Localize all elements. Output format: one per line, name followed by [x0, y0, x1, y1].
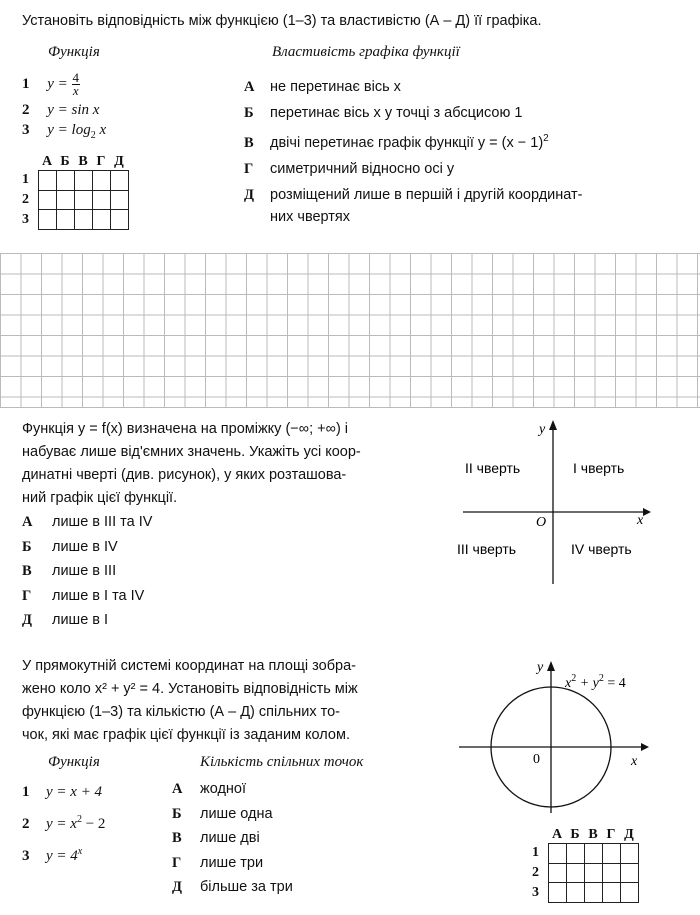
- fraction: $\frac{4}{x}$: [72, 70, 80, 98]
- x-axis-label: x: [637, 513, 644, 528]
- task1-function-3: 3 $y = \log_2 x$: [22, 122, 107, 141]
- task3-question: У прямокутній системі координат на площі зобра- жено коло x² + y² = 4. Установіть відповідність між функцією (1–3) та кількістю (А – Д) спільних то- чок, які має графік цієї функції із заданим колом.: [22, 658, 358, 743]
- answer-grid-header: А Б В Г Д: [41, 154, 124, 169]
- answer-cells[interactable]: [548, 843, 639, 903]
- task3-function-1: 1 y = x + 4: [22, 784, 103, 800]
- answer-grid-rows: 1 2 3: [532, 845, 539, 900]
- property-b: Б перетинає вісь x у точці з абсцисою 1: [244, 105, 523, 121]
- task1-properties: [244, 74, 583, 228]
- property-v: В двічі перетинає графік функції $y = (x - 1)^2$: [244, 133, 549, 151]
- quadrant-2-label: II чверть: [465, 460, 521, 476]
- answer-grid-rows: 1 2 3: [22, 172, 29, 227]
- answer-cells[interactable]: [38, 170, 129, 230]
- option-d[interactable]: Д лише в I: [22, 612, 109, 629]
- task3-function-2: 2 $y = x^2 - 2$: [22, 814, 106, 832]
- task1-property-header: Властивість графіка функції: [272, 44, 460, 60]
- y-axis-label: y: [537, 660, 544, 675]
- property-a: А не перетинає вісь x: [244, 79, 401, 95]
- scratch-grid: [0, 253, 700, 408]
- y-axis-label: y: [539, 422, 546, 437]
- task1-function-2: 2 y = sin x: [22, 102, 100, 118]
- origin-label: 0: [533, 752, 540, 767]
- option-g[interactable]: Г лише в I та IV: [22, 587, 145, 604]
- x-axis-label: x: [631, 754, 638, 769]
- task1-function-1: 1 y = $\frac{4}{x}$: [22, 70, 80, 98]
- option-v[interactable]: В лише дві: [172, 830, 260, 847]
- option-b[interactable]: Б лише одна: [172, 805, 273, 822]
- task3-function-header: Функція: [48, 754, 100, 770]
- circle-figure: [455, 655, 700, 815]
- quadrant-3-label: III чверть: [457, 541, 517, 557]
- task3-options: [172, 777, 293, 900]
- task3-functions: [22, 779, 105, 870]
- task1-question: Установіть відповідність між функцією (1–3) та властивістю (А – Д) її графіка.: [22, 13, 542, 29]
- property-d: Д розміщений лише в першій і другій координат- них чвертях: [244, 186, 583, 225]
- circle-equation: $x^2 + y^2 = 4$: [565, 673, 626, 691]
- option-d[interactable]: Д більше за три: [172, 879, 293, 896]
- task3-function-3: 3 $y = 4^x$: [22, 846, 83, 864]
- option-b[interactable]: Б лише в IV: [22, 538, 118, 555]
- option-a[interactable]: А жодної: [172, 781, 247, 797]
- task3-answer-grid: [532, 827, 639, 903]
- quadrant-figure: [455, 418, 700, 588]
- origin-label: O: [536, 515, 547, 530]
- quadrant-1-label: I чверть: [573, 460, 625, 476]
- option-g[interactable]: Г лише три: [172, 854, 264, 871]
- answer-grid-header: А Б В Г Д: [551, 827, 634, 842]
- task1-function-header: Функція: [48, 44, 100, 60]
- task1-answer-grid: [22, 154, 129, 230]
- task2-options: [22, 510, 152, 633]
- option-a[interactable]: А лише в III та IV: [22, 514, 153, 530]
- task2-question: Функція y = f(x) визначена на проміжку (−∞; +∞) і набуває лише від'ємних значень. Укажіть усі коор- динатні чверті (див. рисунок), у яких розташова- ний графік цієї функції.: [22, 421, 361, 506]
- quadrant-4-label: IV чверть: [571, 541, 632, 557]
- property-g: Г симетричний відносно осі y: [244, 160, 455, 177]
- task3-count-header: Кількість спільних точок: [200, 754, 364, 770]
- option-v[interactable]: В лише в III: [22, 563, 117, 580]
